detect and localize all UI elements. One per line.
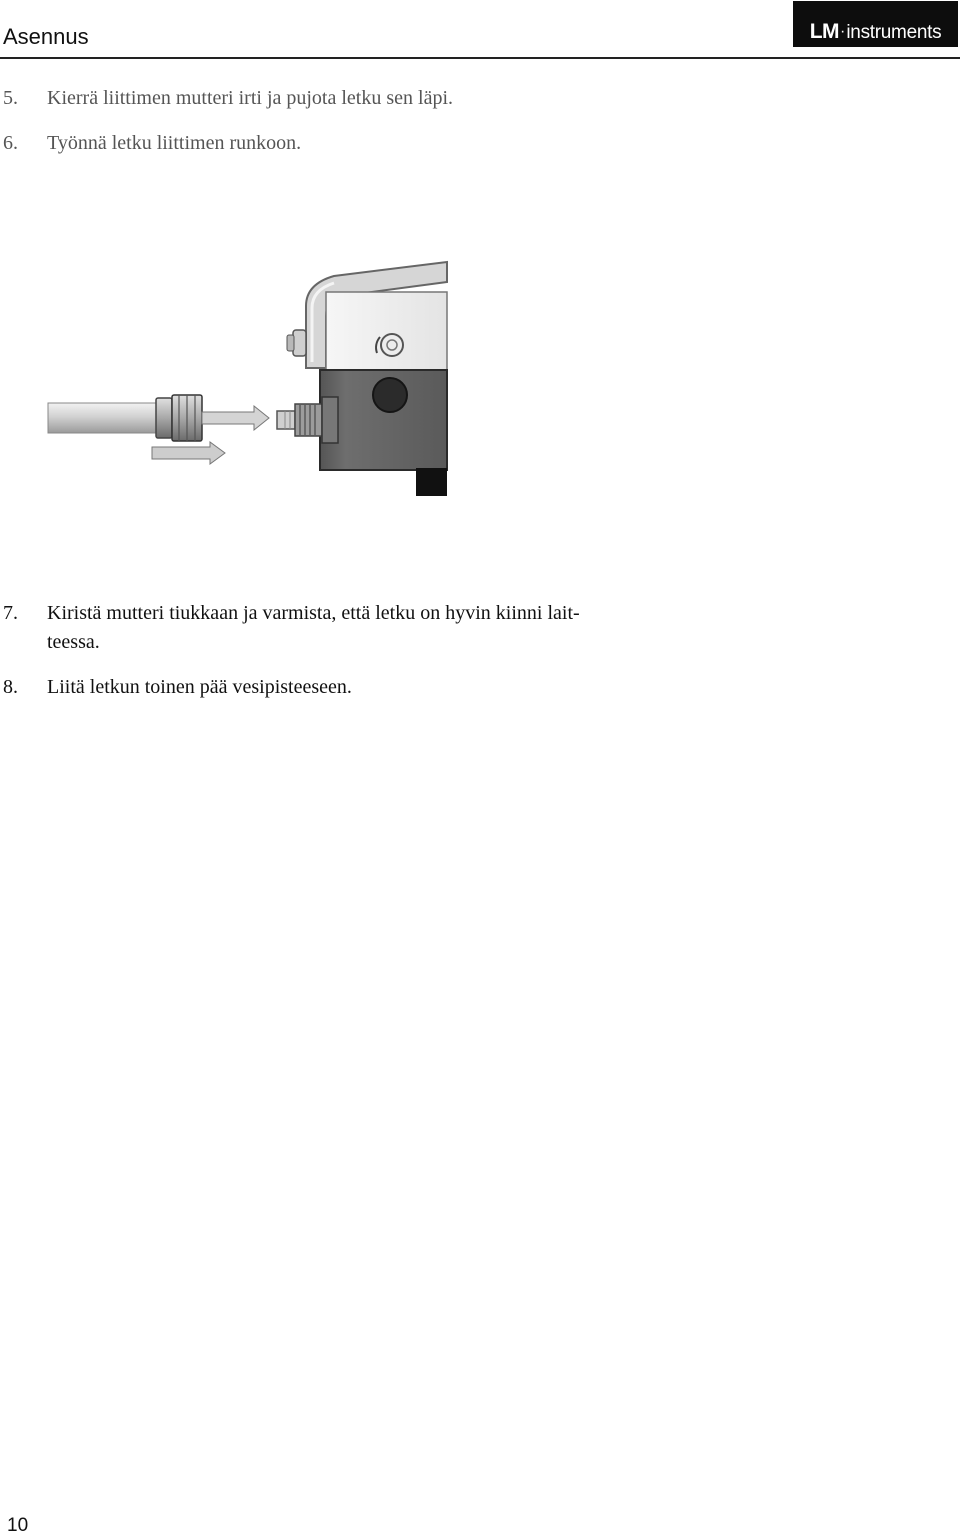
insert-arrow [202,406,269,430]
step-text-line-1: Kiristä mutteri tiukkaan ja varmista, että letku on hyvin kiinni lait- [47,602,580,624]
step-number: 8. [3,676,18,698]
step-text: Liitä letkun toinen pää vesipisteeseen. [47,676,352,698]
header-divider [0,57,960,59]
step-text: Kierrä liittimen mutteri irti ja pujota letku sen läpi. [47,87,454,109]
step-text-line-2: teessa. [47,631,100,653]
step-number: 7. [3,602,18,624]
step-text: Työnnä letku liittimen runkoon. [47,132,302,154]
connector-fitting [277,397,338,443]
connector-nut [156,395,202,441]
device-button [373,378,407,412]
logo-name: instruments [846,22,942,43]
logo-brand: LM [809,20,840,43]
hose-connector-illustration [44,258,450,506]
push-direction-arrow [152,442,225,464]
bracket-bolt [287,330,306,356]
step-number: 5. [3,87,18,109]
device-base [416,468,447,496]
step-number: 6. [3,132,18,154]
hose [48,403,162,433]
lm-instruments-logo [793,1,958,47]
section-title: Asennus [3,24,89,49]
logo-separator: · [840,23,846,40]
page-number: 10 [7,1515,29,1536]
device-top-plate [326,292,447,372]
